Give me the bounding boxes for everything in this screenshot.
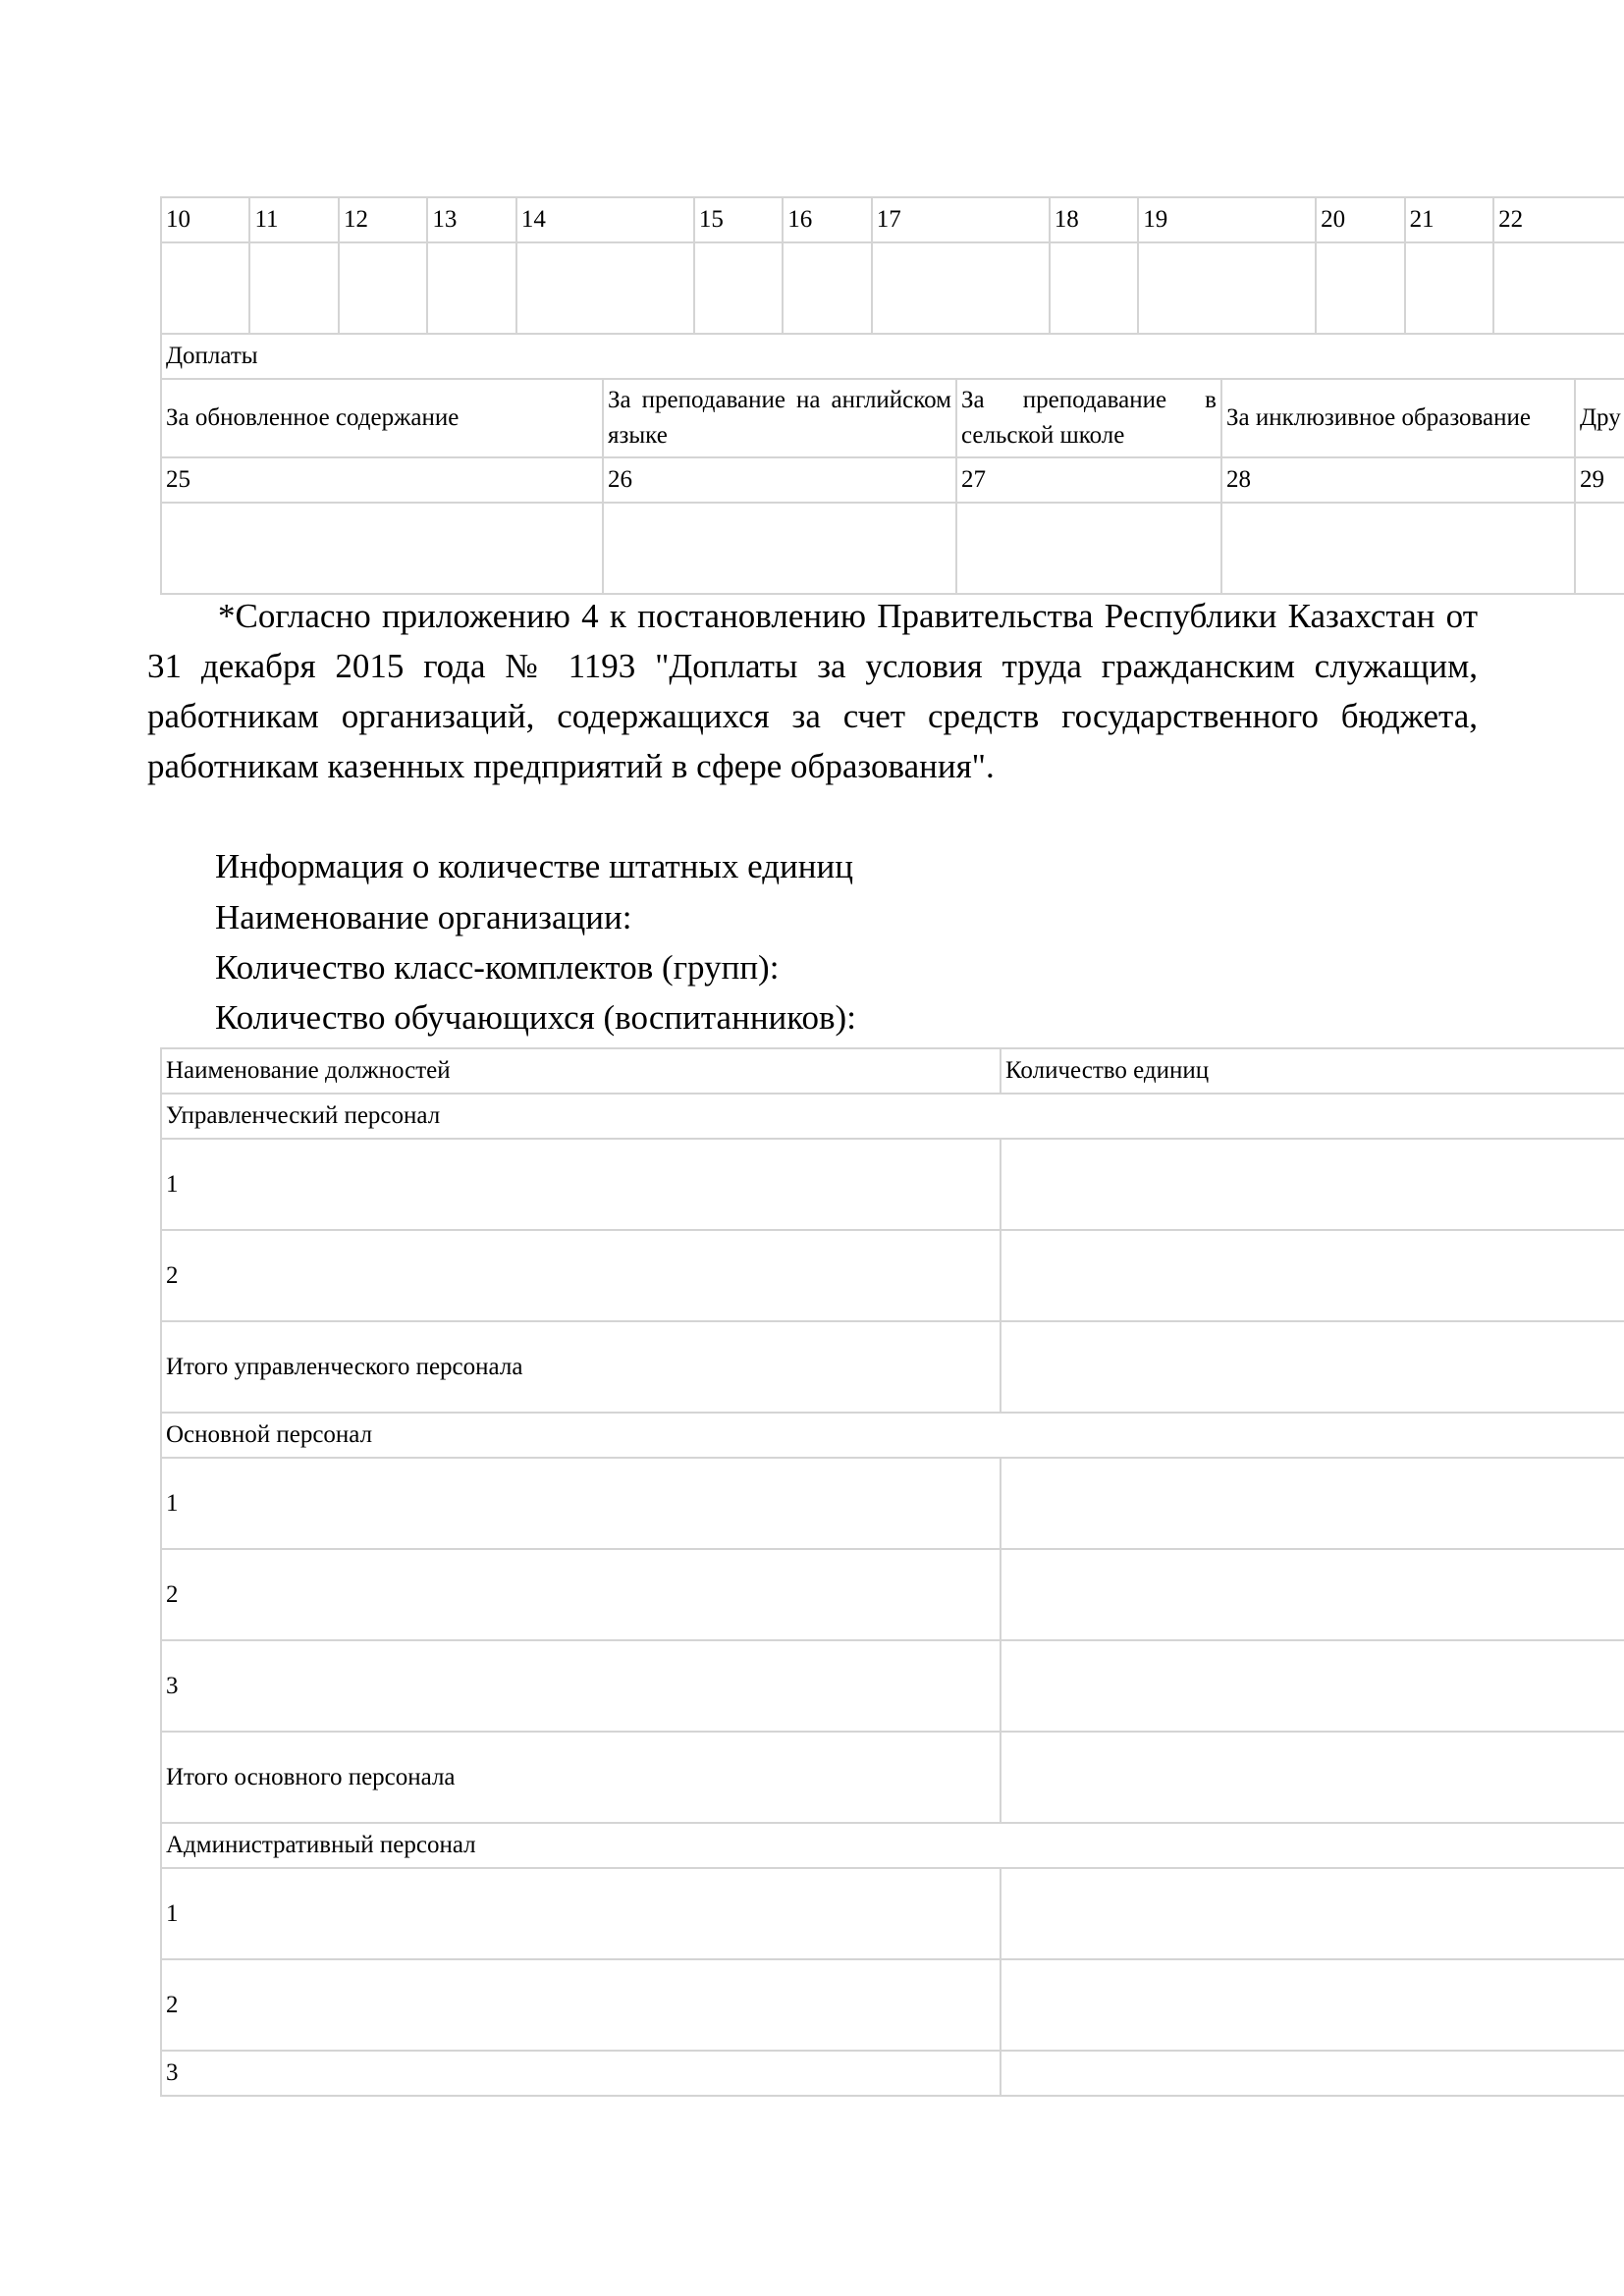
unit-count-cell (1001, 1640, 1624, 1732)
doplaty-header-row (161, 379, 1624, 457)
table-row (161, 1230, 1624, 1321)
unit-count-cell (1001, 1868, 1624, 1959)
management-section-title: Управленческий персонал (161, 1094, 1624, 1139)
main-section-title: Основной персонал (161, 1413, 1624, 1458)
doplaty-title: Доплаты (161, 334, 1624, 379)
class-sets-label: Количество класс-комплектов (групп): (215, 948, 780, 987)
row-number: 1 (161, 1868, 1001, 1959)
section-row (161, 1823, 1624, 1868)
row-number: 3 (161, 1640, 1001, 1732)
doplaty-title-row (161, 334, 1624, 379)
empty-cell (783, 242, 871, 334)
unit-count-header: Количество единиц (1001, 1048, 1624, 1094)
unit-count-cell (1001, 1549, 1624, 1640)
col-number-cell: 27 (956, 457, 1221, 503)
unit-count-cell (1001, 1458, 1624, 1549)
col-number-cell: 29 (1575, 457, 1624, 503)
row-number: 3 (161, 2051, 1001, 2096)
col-number-cell: 13 (427, 197, 515, 242)
col-number-cell: 20 (1316, 197, 1404, 242)
row-number: 1 (161, 1139, 1001, 1230)
col-number-cell: 19 (1138, 197, 1316, 242)
col-number-cell: 15 (694, 197, 783, 242)
col-number-cell: 17 (872, 197, 1050, 242)
staff-header-row (161, 1048, 1624, 1094)
empty-cell (1493, 242, 1624, 334)
col-number-cell: 26 (603, 457, 956, 503)
management-total-label: Итого управленческого персонала (161, 1321, 1001, 1413)
table-row (161, 1549, 1624, 1640)
admin-section-title: Административный персонал (161, 1823, 1624, 1868)
empty-cell (1221, 503, 1575, 594)
doplaty-number-row (161, 457, 1624, 503)
empty-cell (249, 242, 338, 334)
total-row (161, 1732, 1624, 1823)
col-number-cell: 16 (783, 197, 871, 242)
col-number-cell: 18 (1050, 197, 1138, 242)
rural-school-header: За преподавание в сельской школе (956, 379, 1221, 457)
total-row (161, 1321, 1624, 1413)
table-row (161, 1959, 1624, 2051)
unit-count-cell (1001, 1139, 1624, 1230)
unit-count-cell (1001, 2051, 1624, 2096)
empty-cell (161, 503, 603, 594)
col-number-cell: 25 (161, 457, 603, 503)
empty-cell (1575, 503, 1624, 594)
students-label: Количество обучающихся (воспитанников): (215, 998, 856, 1037)
empty-cell (1138, 242, 1316, 334)
empty-cell (516, 242, 694, 334)
info-title: Информация о количестве штатных единиц (215, 847, 853, 885)
unit-count-cell (1001, 1321, 1624, 1413)
table-row (161, 1868, 1624, 1959)
col-number-cell: 11 (249, 197, 338, 242)
unit-count-cell (1001, 1230, 1624, 1321)
staff-table (160, 1047, 1624, 2097)
empty-cell (1405, 242, 1493, 334)
empty-cell (161, 242, 249, 334)
empty-cell (1316, 242, 1404, 334)
doplaty-empty-row (161, 503, 1624, 594)
row-number: 2 (161, 1959, 1001, 2051)
col-number-cell: 12 (339, 197, 427, 242)
col-number-cell: 10 (161, 197, 249, 242)
english-teaching-header: За преподавание на английском языке (603, 379, 956, 457)
empty-cell (956, 503, 1221, 594)
empty-cell (694, 242, 783, 334)
row-number: 1 (161, 1458, 1001, 1549)
col-number-cell: 21 (1405, 197, 1493, 242)
numbers-header-row (161, 197, 1624, 242)
other-header: Дру (1575, 379, 1624, 457)
main-total-label: Итого основного персонала (161, 1732, 1001, 1823)
unit-count-cell (1001, 1732, 1624, 1823)
empty-cell (872, 242, 1050, 334)
numbers-empty-row (161, 242, 1624, 334)
row-number: 2 (161, 1230, 1001, 1321)
table-row (161, 1640, 1624, 1732)
empty-cell (1050, 242, 1138, 334)
org-name-label: Наименование организации: (215, 898, 632, 936)
footnote-paragraph: *Согласно приложению 4 к постановлению Правительства Республики Казахстан от 31 декабря 2015 года № 1193 "Доплаты за условия труда гражданским служащим, работникам организаций, содержащихся за счет средств государственного бюджета, работникам казенных предприятий в сфере образования". (147, 597, 1478, 785)
unit-count-cell (1001, 1959, 1624, 2051)
empty-cell (339, 242, 427, 334)
table-row (161, 1458, 1624, 1549)
row-number: 2 (161, 1549, 1001, 1640)
position-name-header: Наименование должностей (161, 1048, 1001, 1094)
empty-cell (603, 503, 956, 594)
section-row (161, 1094, 1624, 1139)
table-row (161, 2051, 1624, 2096)
col-number-cell: 28 (1221, 457, 1575, 503)
empty-cell (427, 242, 515, 334)
section-row (161, 1413, 1624, 1458)
inclusive-education-header: За инклюзивное образование (1221, 379, 1575, 457)
updated-content-header: За обновленное содержание (161, 379, 603, 457)
table-row (161, 1139, 1624, 1230)
doplaty-table (160, 333, 1624, 595)
col-number-cell: 22 (1493, 197, 1624, 242)
col-number-cell: 14 (516, 197, 694, 242)
numbers-table (160, 196, 1624, 335)
